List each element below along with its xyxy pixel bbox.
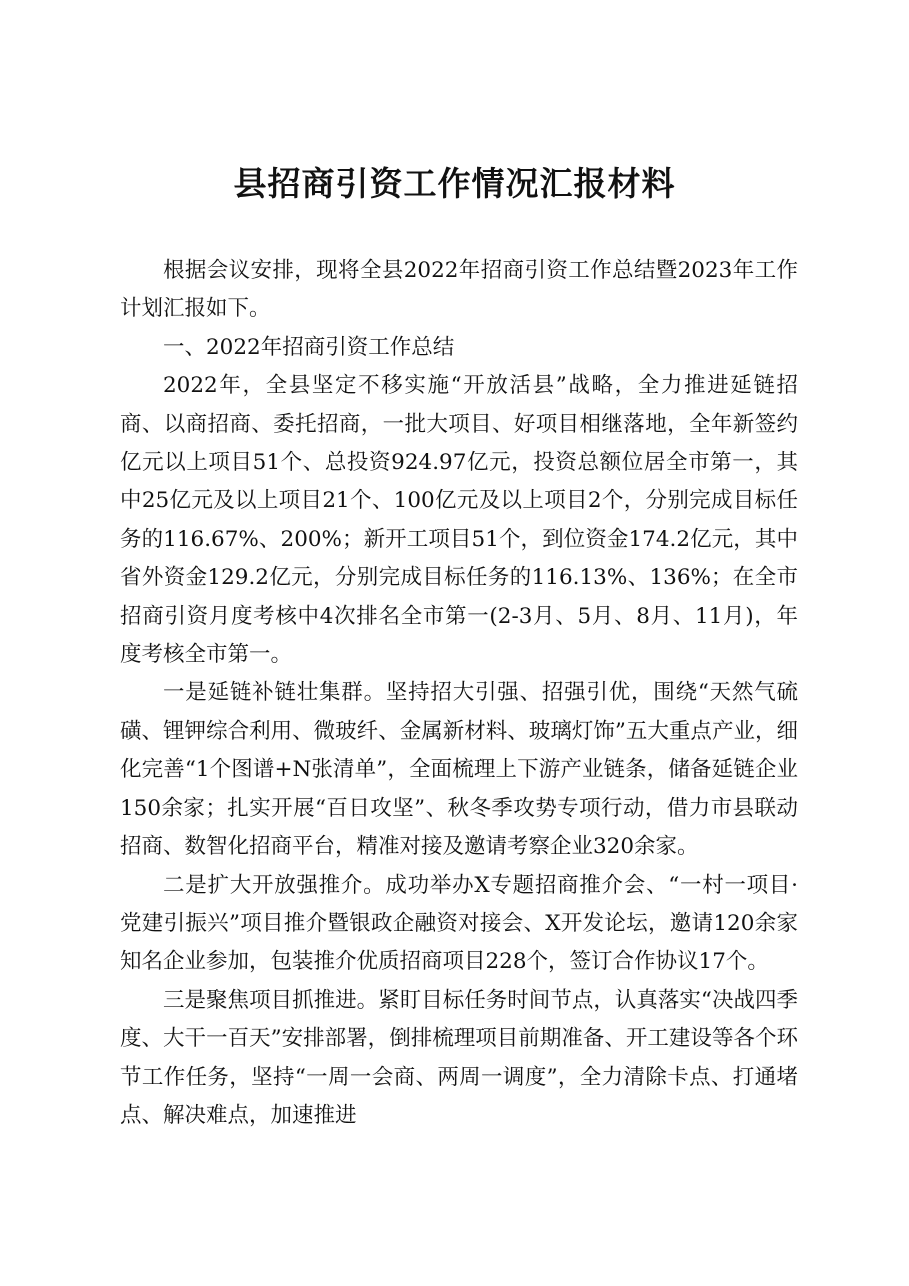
paragraph-overview: 2022年，全县坚定不移实施“开放活县”战略，全力推进延链招商、以商招商、委托招商，一批大项目、好项目相继落地，全年新签约亿元以上项目51个、总投资924.97亿元，投资总额位居全市第一，其中25亿元及以上项目21个、100亿元及以上项目2个，分别完成目标任务的116.67%、200%；新开工项目51个，到位资金174.2亿元，其中省外资金129.2亿元，分别完成目标任务的116.13%、136%；在全市招商引资月度考核中4次排名全市第一(2-3月、5月、8月、11月)，年度考核全市第一。 <box>120 373 798 668</box>
document-title: 县招商引资工作情况汇报材料 <box>233 164 676 203</box>
section-heading-summary: 一、2022年招商引资工作总结 <box>163 334 455 360</box>
paragraph-point-three: 三是聚焦项目抓推进。紧盯目标任务时间节点，认真落实“决战四季度、大干一百天”安排部署，倒排梳理项目前期准备、开工建设等各个环节工作任务，坚持“一周一会商、两周一调度”，全力清除卡点、打通堵点、解决难点，加速推进 <box>120 987 798 1128</box>
document-body <box>120 252 798 1135</box>
paragraph-point-two: 二是扩大开放强推介。成功举办X专题招商推介会、“一村一项目·党建引振兴”项目推介暨银政企融资对接会、X开发论坛，邀请120余家知名企业参加，包装推介优质招商项目228个，签订合作协议17个。 <box>120 872 798 975</box>
paragraph-intro: 根据会议安排，现将全县2022年招商引资工作总结暨2023年工作计划汇报如下。 <box>120 258 798 322</box>
paragraph-point-one: 一是延链补链壮集群。坚持招大引强、招强引优，围绕“天然气硫磺、锂钾综合利用、微玻纤、金属新材料、玻璃灯饰”五大重点产业，细化完善“1个图谱+N张清单”，全面梳理上下游产业链条，储备延链企业150余家；扎实开展“百日攻坚”、秋冬季攻势专项行动，借力市县联动招商、数智化招商平台，精准对接及邀请考察企业320余家。 <box>120 680 798 860</box>
